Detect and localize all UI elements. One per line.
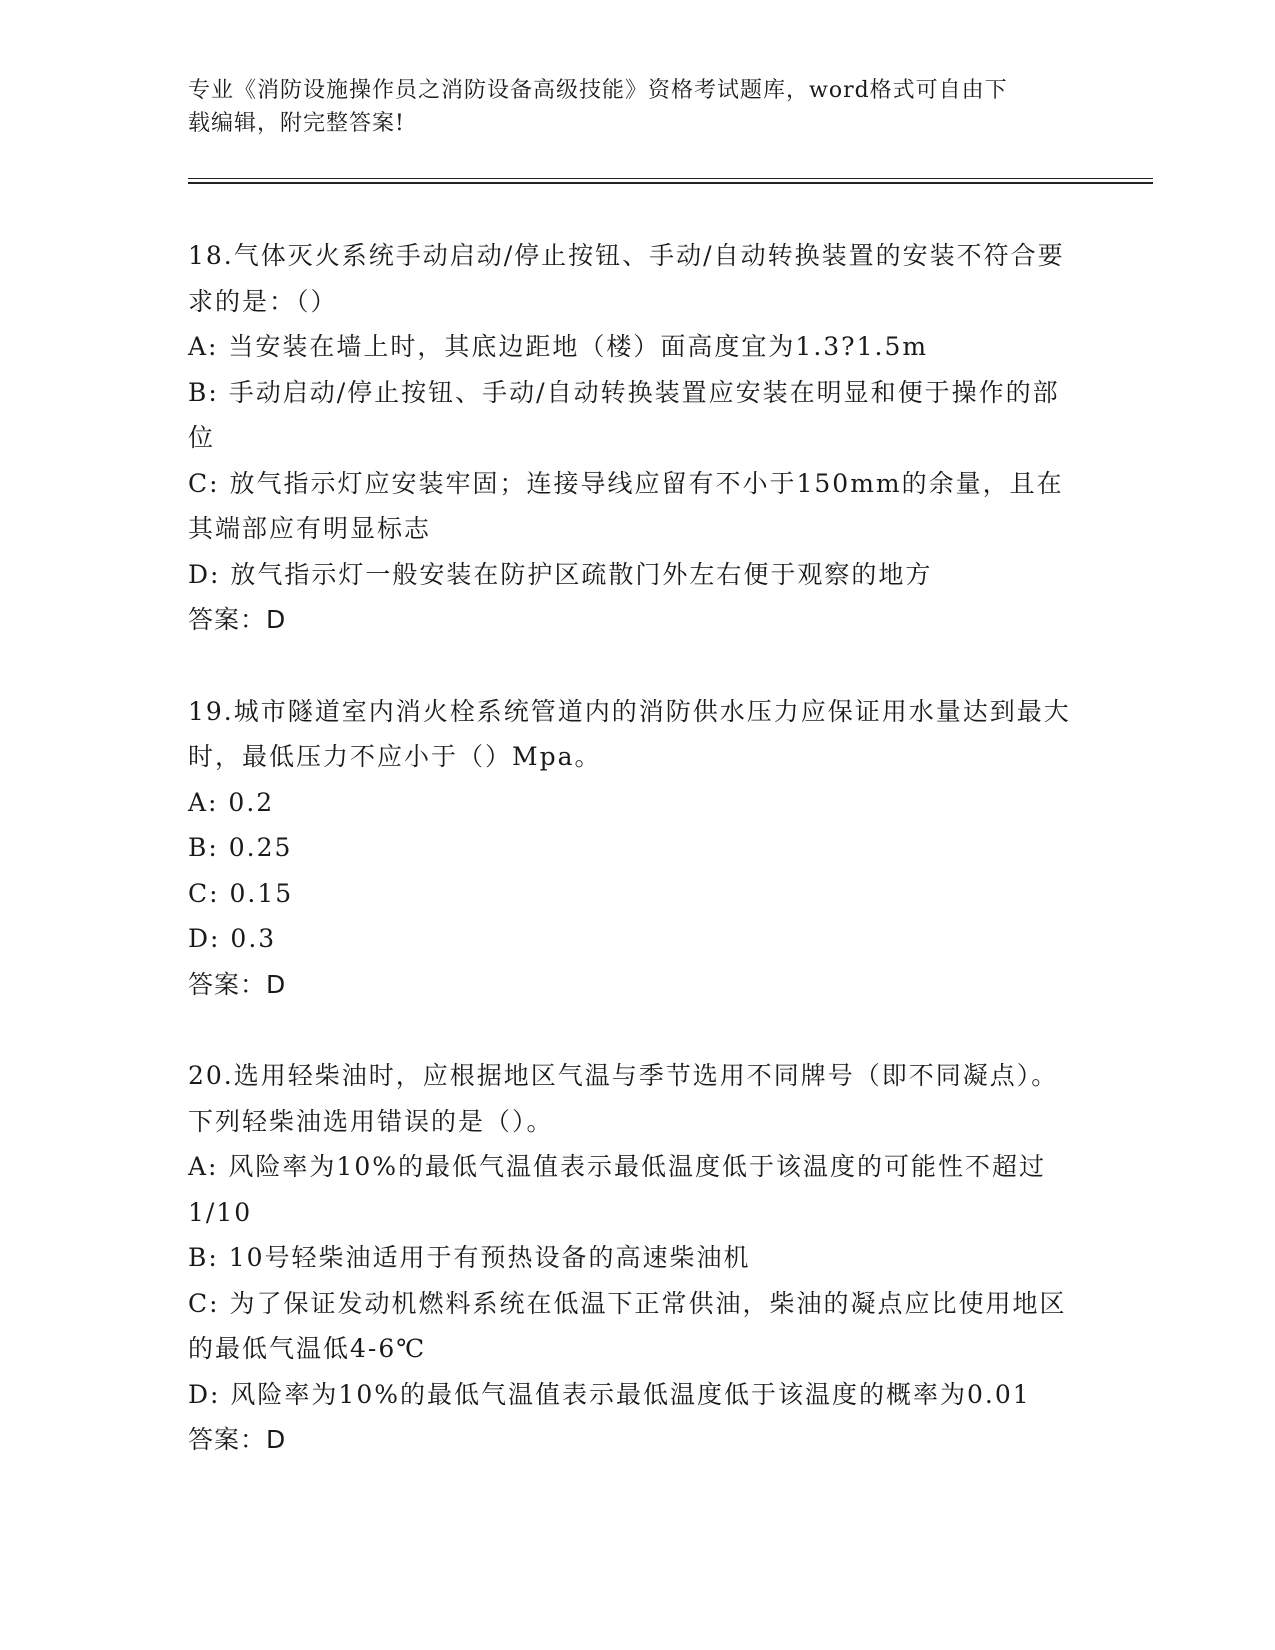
option-c: C: 为了保证发动机燃料系统在低温下正常供油，柴油的凝点应比使用地区的最低气温低4-6℃ <box>188 1288 1067 1363</box>
question-text: 20.选用轻柴油时，应根据地区气温与季节选用不同牌号（即不同凝点）。下列轻柴油选用错误的是（）。 <box>188 1061 1059 1136</box>
question-20 <box>188 1053 1078 1463</box>
option-a: A: 0.2 <box>188 787 275 817</box>
option-c: C: 放气指示灯应安装牢固；连接导线应留有不小于150mm的余量，且在其端部应有明显标志 <box>188 468 1064 543</box>
option-d: D: 放气指示灯一般安装在防护区疏散门外左右便于观察的地方 <box>188 559 933 589</box>
answer: 答案：D <box>188 605 287 634</box>
option-d: D: 风险率为10%的最低气温值表示最低温度低于该温度的概率为0.01 <box>188 1379 1031 1409</box>
answer: 答案：D <box>188 969 287 999</box>
question-19 <box>188 689 1078 1008</box>
question-list <box>188 233 1078 1463</box>
question-text: 18.气体灭火系统手动启动/停止按钮、手动/自动转换装置的安装不符合要求的是：（） <box>188 241 1065 316</box>
option-b: B: 10号轻柴油适用于有预热设备的高速柴油机 <box>188 1243 751 1272</box>
question-text: 19.城市隧道室内消火栓系统管道内的消防供水压力应保证用水量达到最大时，最低压力不应小于（）Mpa。 <box>188 696 1071 771</box>
header-line-1: 专业《消防设施操作员之消防设备高级技能》资格考试题库，word格式可自由下 <box>188 78 1008 103</box>
header-divider-thin <box>188 178 1153 179</box>
option-b: B: 0.25 <box>188 833 293 862</box>
option-b: B: 手动启动/停止按钮、手动/自动转换装置应安装在明显和便于操作的部位 <box>188 377 1060 452</box>
answer: 答案：D <box>188 1425 287 1454</box>
header-line-2: 载编辑，附完整答案! <box>188 111 405 136</box>
option-a: A: 当安装在墙上时，其底边距地（楼）面高度宜为1.3?1.5m <box>188 332 929 361</box>
option-c: C: 0.15 <box>188 878 294 908</box>
question-18 <box>188 233 1078 643</box>
document-header <box>188 74 1068 140</box>
option-d: D: 0.3 <box>188 924 277 953</box>
header-divider-thick <box>188 182 1153 184</box>
option-a: A: 风险率为10%的最低气温值表示最低温度低于该温度的可能性不超过1/10 <box>188 1152 1046 1227</box>
